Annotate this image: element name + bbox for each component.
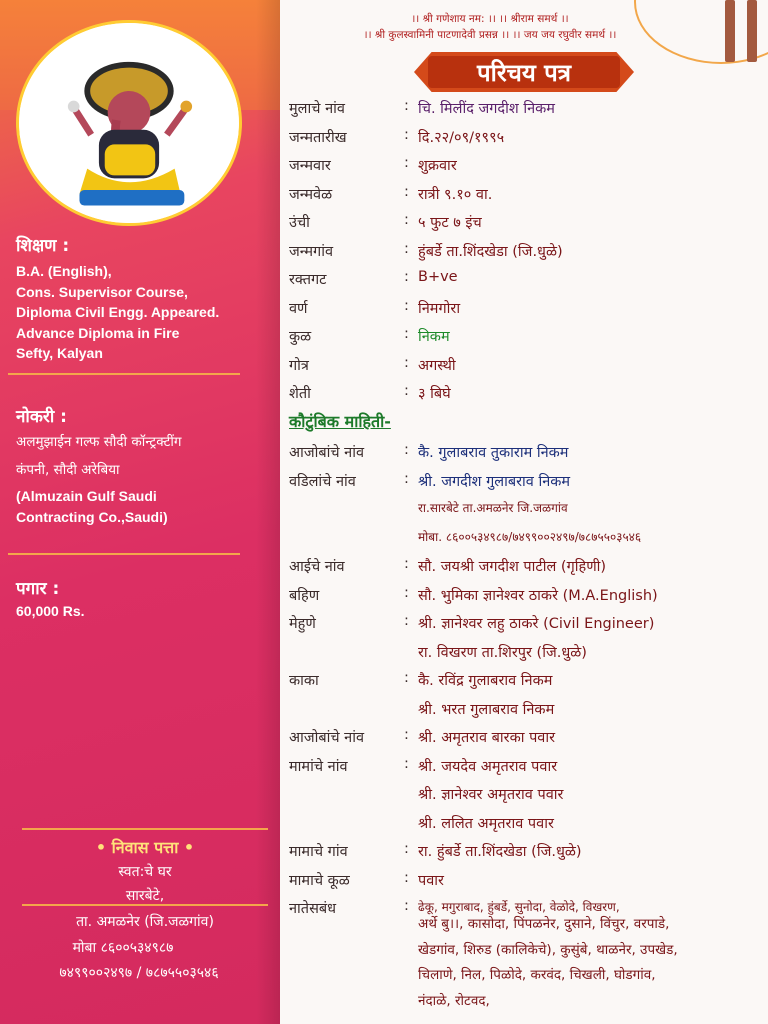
detail-value: रा.सारबेटे ता.अमळनेर जि.जळगांव [418,501,568,515]
detail-value: श्री. जगदीश गुलाबराव निकम [418,473,571,490]
address-mobile: ७४९९००२४९७ / ७८७५५०३५४६ [59,965,219,981]
job-line-en: Contracting Co.,Saudi) [16,508,168,525]
job-details-english [16,486,271,527]
education-line: Diploma Civil Engg. Appeared. [16,304,220,320]
detail-value: सौ. जयश्री जगदीश पाटील (गृहिणी) [418,559,607,575]
job-line: कंपनी, सौदी अरेबिया [16,462,120,478]
address-block [22,828,268,908]
detail-value: ३ बिघे [418,386,451,402]
detail-row [280,727,768,753]
detail-value: श्री. ज्ञानेश्वर अमृतराव पवार [418,787,564,803]
education-line: Cons. Supervisor Course, [16,283,188,300]
detail-value: रा. हुंबर्डे ता.शिंदखेडा (जि.धुळे) [418,844,582,860]
detail-value: कै. रविंद्र गुलाबराव निकम [418,673,553,689]
detail-value: चि. मिलींद जगदीश निकम [418,101,555,117]
detail-colon: : [404,755,409,772]
education-line: B.A. (English), [16,263,112,279]
education-line: Advance Diploma in Fire [16,324,180,341]
detail-row [280,784,768,810]
detail-value: कै. गुलाबराव तुकाराम निकम [418,445,569,461]
detail-colon: : [404,383,409,399]
detail-colon: : [404,98,409,114]
detail-colon: : [404,297,409,314]
detail-label: आईचे नांव [289,559,345,575]
address-line: ता. अमळनेर (जि.जळगांव) [76,914,214,930]
detail-value: सौ. भुमिका ज्ञानेश्वर ठाकरे (M.A.English) [418,587,658,604]
detail-value: हुंबर्डे ता.शिंदखेडा (जि.धुळे) [418,243,563,260]
detail-colon: : [404,326,409,342]
detail-row [280,298,768,324]
detail-value: श्री. अमृतराव बारका पवार [418,730,556,746]
detail-label: जन्मवेळ [289,186,333,203]
detail-colon: : [404,240,409,257]
detail-label: काका [289,673,319,689]
detail-label: मुलाचे नांव [289,101,345,117]
detail-colon: : [404,126,409,143]
detail-label: जन्मतारीख [289,129,347,146]
detail-row [280,813,768,839]
invocation-line: ।। श्री गणेशाय नम: ।। ।। श्रीराम समर्थ ।। [411,13,569,25]
detail-value: श्री. भरत गुलाबराव निकम [418,701,555,718]
detail-row [280,241,768,267]
detail-colon: : [404,354,409,371]
education-line: Sefty, Kalyan [16,345,103,361]
detail-row [280,355,768,381]
detail-row [280,756,768,782]
detail-value: अगस्थी [418,357,456,374]
detail-row [280,670,768,696]
detail-colon: : [404,898,409,914]
detail-row [280,528,768,554]
detail-label: मेहुणे [289,616,316,632]
relations-continued [418,912,763,1014]
detail-row [280,127,768,153]
ganesha-photo [16,20,242,226]
detail-value: ५ फुट ७ इंच [418,215,482,231]
title-banner [414,52,634,92]
detail-row [280,699,768,725]
detail-value: निमगोरा [418,300,461,317]
detail-colon: : [404,841,409,857]
detail-value: B+ve [418,269,458,285]
detail-value: ढेकू, मगुराबाद, हुंबर्डे, सुनोदा, वेळोदे, विखरण, [418,900,620,914]
detail-row [280,212,768,238]
detail-row [280,442,768,468]
detail-colon: : [404,584,409,601]
page-title: परिचय पत्र [476,59,572,87]
detail-row [280,98,768,124]
detail-value: श्री. जयदेव अमृतराव पवार [418,758,558,775]
detail-colon: : [404,155,409,171]
detail-colon: : [404,727,409,743]
detail-label: मामाचे कूळ [289,872,350,889]
detail-row [280,870,768,896]
detail-colon: : [404,269,409,285]
detail-label: रक्तगट [289,272,327,288]
salary-value: 60,000 Rs. [16,603,85,619]
detail-label: आजोबांचे नांव [289,730,365,746]
job-details-marathi [16,428,271,484]
detail-label: नातेसबंध [289,901,337,917]
detail-colon: : [404,442,409,458]
family-section-heading: कौटुंबिक माहिती- [289,412,391,431]
detail-label: कुळ [289,329,312,345]
detail-row [280,613,768,639]
detail-row [280,383,768,409]
detail-value: दि.२२/०९/१९९५ [418,129,505,146]
detail-value: श्री. ज्ञानेश्वर लहु ठाकरे (Civil Engineer) [418,616,655,632]
relations-line: चिलाणे, निल, पिळोदे, करवंद, चिखली, घोडगांव, [418,967,656,983]
detail-label: मामांचे नांव [289,758,348,775]
detail-colon: : [404,869,409,886]
education-details [16,261,271,364]
detail-value: रात्री ९.१० वा. [418,186,493,203]
detail-row [280,642,768,668]
pause-icon [725,0,761,62]
detail-row [280,556,768,582]
detail-row [280,269,768,295]
job-line-en: (Almuzain Gulf Saudi [16,488,157,504]
divider [8,373,240,375]
detail-row [280,499,768,525]
job-line: अलमुझाईन गल्फ सौदी कॉन्ट्रक्टींग [16,434,182,450]
detail-colon: : [404,183,409,200]
relations-line: खेडगांव, शिरुड (कालिकेचे), कुसुंबे, थाळनेर, उपखेड, [418,941,678,958]
detail-colon: : [404,613,409,629]
detail-label: उंची [289,215,310,231]
detail-label: बहिण [289,587,320,604]
divider [22,904,268,906]
detail-value: शुक्रवार [418,158,457,174]
detail-value: श्री. ललित अमृतराव पवार [418,815,554,832]
detail-value: रा. विखरण ता.शिरपुर (जि.धुळे) [418,644,587,661]
detail-label: वर्ण [289,300,308,317]
detail-value: मोबा. ८६००५३४९८७/७४९९००२४९७/७८७५५०३५४६ [418,529,642,544]
detail-row [280,585,768,611]
detail-value: पवार [418,872,444,889]
detail-label: आजोबांचे नांव [289,445,365,461]
detail-label: जन्मगांव [289,243,334,260]
address-mobile: मोबा ८६००५३४९८७ [72,940,174,956]
detail-row [280,155,768,181]
detail-label: शेती [289,386,311,402]
ganesha-icon [19,23,239,223]
left-panel [0,0,280,1024]
education-heading: शिक्षण : [16,236,70,256]
relations-line: नंदाळे, रोटवद, [418,992,490,1009]
detail-value: निकम [418,329,450,345]
detail-row [280,184,768,210]
detail-label: जन्मवार [289,158,331,174]
detail-colon: : [404,212,409,228]
address-heading: • निवास पत्ता • [95,838,195,857]
detail-label: मामाचे गांव [289,844,348,860]
job-heading: नोकरी : [16,407,67,427]
biodata-content [280,0,768,1024]
detail-row [280,471,768,497]
detail-colon: : [404,470,409,487]
detail-colon: : [404,556,409,572]
divider [8,553,240,555]
detail-row [280,841,768,867]
detail-label: गोत्र [289,357,309,374]
detail-label: वडिलांचे नांव [289,473,356,490]
detail-colon: : [404,670,409,686]
invocation-line: ।। श्री कुलस्वामिनी पाटणादेवी प्रसन्न ।। ।। जय जय रघुवीर समर्थ ।। [363,29,617,41]
salary-heading: पगार : [16,579,60,599]
address-line: सारबेटे, [125,888,165,904]
detail-row [280,326,768,352]
relations-line: अर्थे बु।।, कासोदा, पिंपळनेर, दुसाने, विंचुर, वरपाडे, [418,916,670,932]
address-line: स्वत:चे घर [118,864,172,880]
